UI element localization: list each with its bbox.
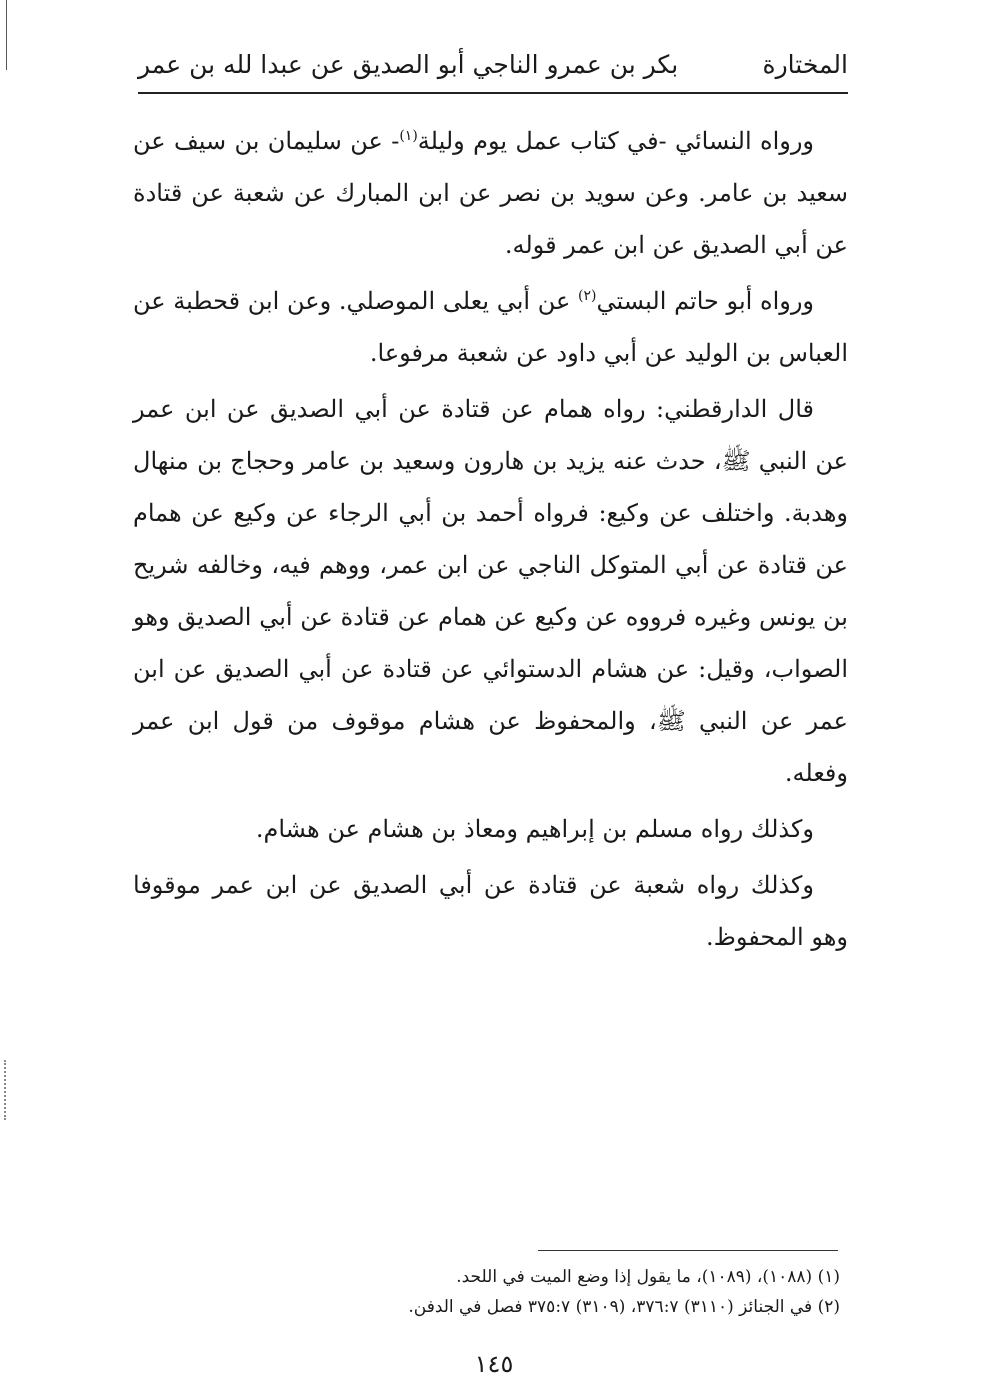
footnote-rule xyxy=(538,1250,838,1251)
paragraph-muslim: وكذلك رواه مسلم بن إبراهيم ومعاذ بن هشام عن هشام. xyxy=(255,815,814,843)
footnotes xyxy=(380,1262,840,1322)
paragraph-daraqutni: قال الدارقطني: رواه همام عن قتادة عن أبي الصديق عن ابن عمر عن النبي ﷺ، حدث عنه يزيد بن هارون وسعيد بن عامر وحجاج بن منهال وهدبة. واختلف عن وكيع: فرواه أحمد بن أبي الرجاء عن وكيع عن همام عن قتادة عن أبي المتوكل الناجي عن ابن عمر، ووهم فيه، وخالفه شريح بن يونس وغيره فرووه عن وكيع عن همام عن قتادة عن أبي الصديق وهو الصواب، وقيل: عن هشام الدستوائي عن قتادة عن أبي الصديق عن ابن عمر عن النبي ﷺ، والمحفوظ عن هشام موقوف من قول ابن عمر وفعله. xyxy=(133,395,848,787)
page-number: ١٤٥ xyxy=(474,1350,514,1378)
footnote-ref-2: (٢) xyxy=(578,288,597,304)
main-text xyxy=(133,115,848,967)
footnote-1: (١) (١٠٨٨)، (١٠٨٩)، ما يقول إذا وضع الميت في اللحد. xyxy=(456,1267,840,1287)
scan-edge-line xyxy=(6,0,7,70)
header-chapter-title: بكر بن عمرو الناجي أبو الصديق عن عبدا لله بن عمر xyxy=(138,49,679,79)
scan-edge-marks xyxy=(4,1060,8,1120)
paragraph-nasai: ورواه النسائي -في كتاب عمل يوم وليلة$^{(١)}$- عن سليمان بن سيف عن سعيد بن عامر. وعن سويد بن نصر عن ابن المبارك عن شعبة عن قتادة عن أبي الصديق عن ابن عمر قوله. xyxy=(133,127,848,259)
paragraph-shuba: وكذلك رواه شعبة عن قتادة عن أبي الصديق عن ابن عمر موقوفا وهو المحفوظ. xyxy=(133,871,848,951)
header-book-title: المختارة xyxy=(762,49,848,79)
header-rule xyxy=(138,92,848,94)
footnote-2: (٢) في الجنائز (٣١١٠) ٣٧٦:٧، (٣١٠٩) ٣٧٥:٧ فصل في الدفن. xyxy=(408,1297,840,1317)
paragraph-busti: ورواه أبو حاتم البستي$^{(٢)}$ عن أبي يعلى الموصلي. وعن ابن قحطبة عن العباس بن الوليد عن أبي داود عن شعبة مرفوعا. xyxy=(133,287,848,367)
footnote-ref-1: (١) xyxy=(399,128,418,144)
running-header xyxy=(138,40,848,88)
